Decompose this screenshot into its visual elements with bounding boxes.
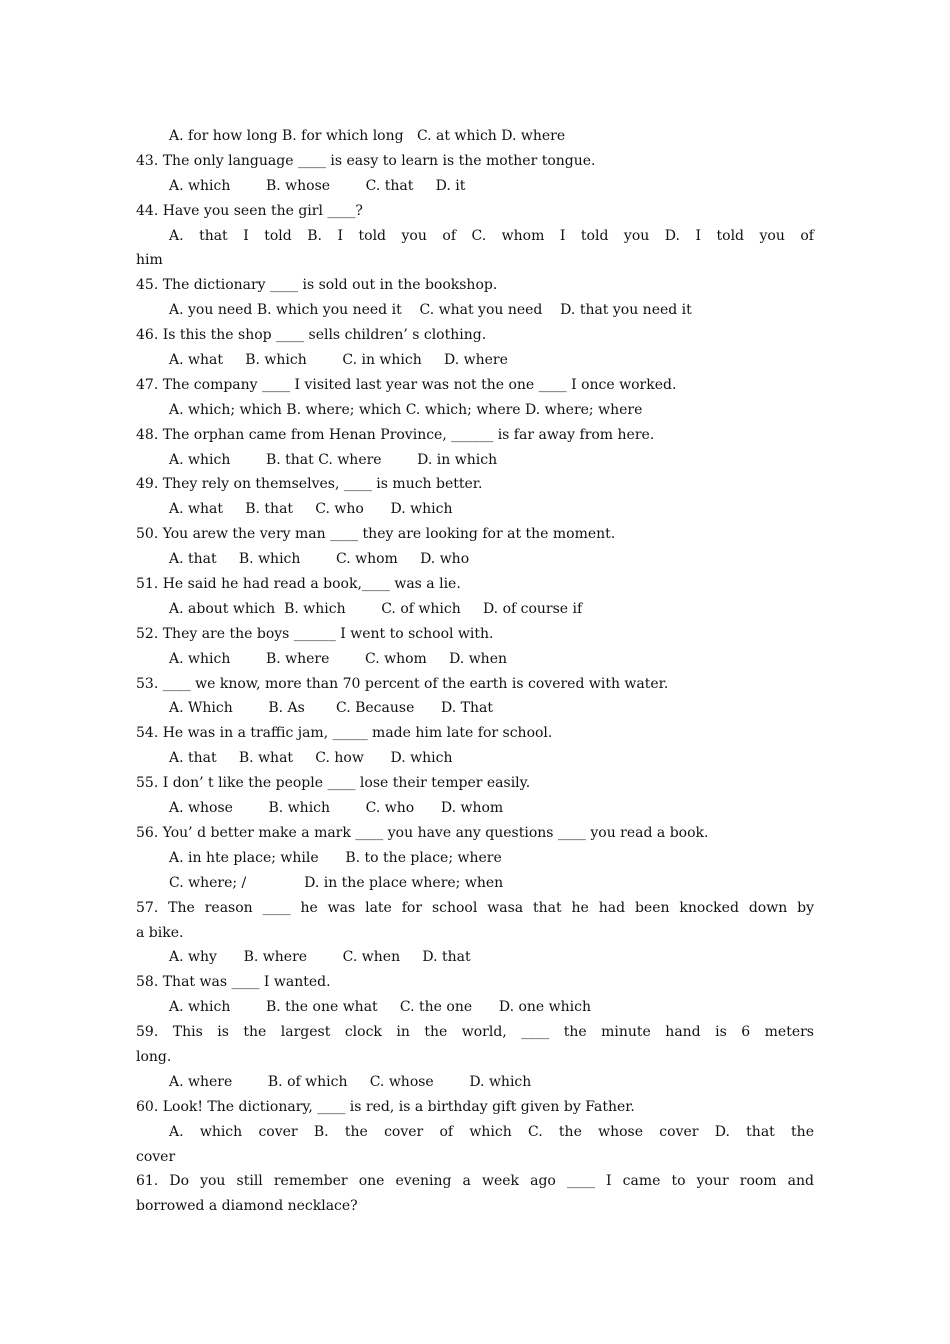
answer-options-line: A. which cover B. the cover of which C. the whose cover D. that the <box>169 1123 814 1140</box>
question-text-line: 46. Is this the shop ____ sells children’ s clothing. <box>136 327 487 344</box>
question-text-line: borrowed a diamond necklace? <box>136 1198 358 1215</box>
question-text-line: him <box>136 252 163 269</box>
answer-options-line: A. which B. whose C. that D. it <box>169 177 466 194</box>
answer-options-line: A. whose B. which C. who D. whom <box>169 800 504 817</box>
question-text-line: 56. You’ d better make a mark ____ you have any questions ____ you read a book. <box>136 824 709 841</box>
question-text-line: 58. That was ____ I wanted. <box>136 974 331 991</box>
question-text-line: long. <box>136 1048 172 1065</box>
answer-options-line: A. for how long B. for which long C. at which D. where <box>169 128 566 144</box>
answer-options-line: A. that I told B. I told you of C. whom I told you D. I told you of <box>169 227 814 244</box>
answer-options-line: A. Which B. As C. Because D. That <box>169 700 494 717</box>
worksheet-page <box>136 124 814 1219</box>
question-text-line: 60. Look! The dictionary, ____ is red, is a birthday gift given by Father. <box>136 1098 635 1115</box>
answer-options-line: A. about which B. which C. of which D. of course if <box>169 600 583 617</box>
question-text-line: 44. Have you seen the girl ____? <box>136 202 363 219</box>
answer-options-line: A. that B. what C. how D. which <box>169 750 453 767</box>
answer-options-line: A. which B. that C. where D. in which <box>169 451 498 468</box>
question-text-line: 57. The reason ____ he was late for school wasa that he had been knocked down by <box>136 899 814 916</box>
answer-options-line: A. what B. that C. who D. which <box>169 501 453 518</box>
question-text-line: a bike. <box>136 924 184 941</box>
answer-options-line: A. why B. where C. when D. that <box>169 949 471 966</box>
answer-options-line: A. which; which B. where; which C. which; where D. where; where <box>169 401 643 418</box>
answer-options-line: A. you need B. which you need it C. what you need D. that you need it <box>169 302 692 319</box>
question-text-line: cover <box>136 1148 176 1165</box>
question-text-line: 55. I don’ t like the people ____ lose their temper easily. <box>136 775 531 792</box>
answer-options-line: A. in hte place; while B. to the place; where <box>169 849 502 866</box>
question-text-line: 47. The company ____ I visited last year was not the one ____ I once worked. <box>136 376 677 393</box>
answer-options-line: A. which B. where C. whom D. when <box>169 650 507 667</box>
answer-options-line: A. that B. which C. whom D. who <box>169 551 470 568</box>
question-text-line: 61. Do you still remember one evening a week ago ____ I came to your room and <box>136 1173 814 1190</box>
question-text-line: 54. He was in a traffic jam, _____ made him late for school. <box>136 725 553 742</box>
answer-options-line: C. where; / D. in the place where; when <box>169 874 504 891</box>
question-text-line: 49. They rely on themselves, ____ is much better. <box>136 476 483 493</box>
question-text-line: 48. The orphan came from Henan Province, ______ is far away from here. <box>136 426 655 443</box>
answer-options-line: A. what B. which C. in which D. where <box>169 352 508 369</box>
question-text-line: 52. They are the boys ______ I went to school with. <box>136 625 494 642</box>
question-text-line: 53. ____ we know, more than 70 percent of the earth is covered with water. <box>136 675 669 692</box>
question-text-line: 43. The only language ____ is easy to learn is the mother tongue. <box>136 152 596 169</box>
answer-options-line: A. where B. of which C. whose D. which <box>169 1073 532 1090</box>
question-text-line: 51. He said he had read a book,____ was a lie. <box>136 576 461 593</box>
question-text-line: 59. This is the largest clock in the world, ____ the minute hand is 6 meters <box>136 1024 814 1041</box>
answer-options-line: A. which B. the one what C. the one D. one which <box>169 999 591 1016</box>
question-text-line: 45. The dictionary ____ is sold out in the bookshop. <box>136 277 498 294</box>
question-text-line: 50. You arew the very man ____ they are looking for at the moment. <box>136 526 616 543</box>
